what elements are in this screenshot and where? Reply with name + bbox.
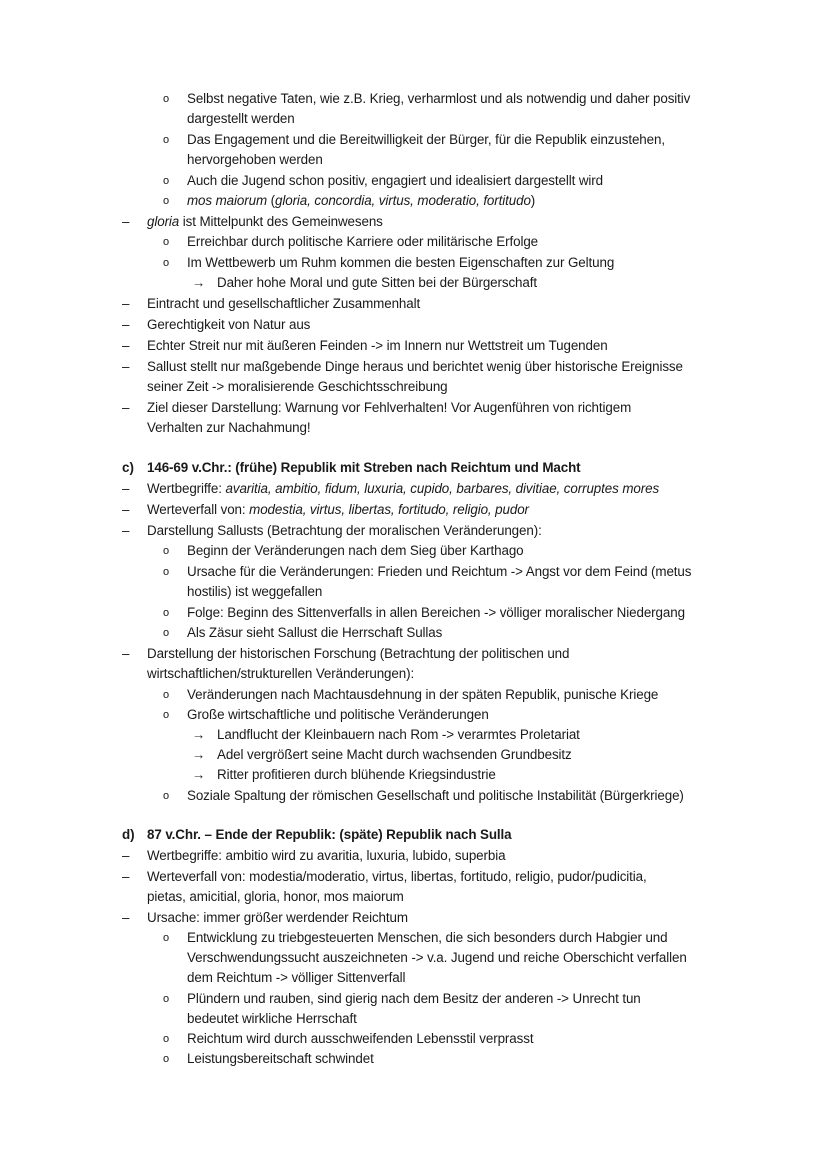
sub-bullet-circle: o <box>163 1033 170 1045</box>
text-line: Daher hohe Moral und gute Sitten bei der Bürgerschaft <box>217 275 537 290</box>
text-line: Auch die Jugend schon positiv, engagiert und idealisiert dargestellt wird <box>187 173 603 188</box>
sub-bullet-circle: o <box>163 236 170 248</box>
text-line: Darstellung Sallusts (Betrachtung der moralischen Veränderungen): <box>147 523 542 538</box>
text-line: Ursache: immer größer werdender Reichtum <box>147 910 408 925</box>
text-segment: Werteverfall von: <box>147 502 250 517</box>
text-line: Reichtum wird durch ausschweifenden Lebensstil verprasst <box>187 1031 534 1046</box>
text-segment: ( <box>267 193 275 208</box>
text-line: bedeutet wirkliche Herrschaft <box>187 1011 357 1026</box>
text-line: Erreichbar durch politische Karriere oder militärische Erfolge <box>187 234 539 249</box>
section-heading: 87 v.Chr. – Ende der Republik: (späte) Republik nach Sulla <box>147 827 512 842</box>
text-line: Große wirtschaftliche und politische Veränderungen <box>187 707 489 722</box>
text-line: Folge: Beginn des Sittenverfalls in allen Bereichen -> völliger moralischer Niedergang <box>187 605 685 620</box>
text-line: Plündern und rauben, sind gierig nach dem Besitz der anderen -> Unrecht tun <box>187 991 641 1006</box>
sub-bullet-circle: o <box>163 993 170 1005</box>
dash-bullet: – <box>122 317 130 332</box>
sub-bullet-circle: o <box>163 195 170 207</box>
dash-bullet: – <box>122 296 130 311</box>
sub-bullet-circle: o <box>163 790 170 802</box>
text-line: pietas, amicitial, gloria, honor, mos maiorum <box>147 889 404 904</box>
dash-bullet: – <box>122 214 130 229</box>
text-line: Im Wettbewerb um Ruhm kommen die besten Eigenschaften zur Geltung <box>187 255 615 270</box>
italic-term: mos maiorum <box>187 193 268 208</box>
text-line: seiner Zeit -> moralisierende Geschichtsschreibung <box>147 379 448 394</box>
text-line: Darstellung der historischen Forschung (Betrachtung der politischen und <box>147 646 570 661</box>
sub-bullet-circle: o <box>163 932 170 944</box>
text-segment: ) <box>530 193 536 208</box>
text-line: dargestellt werden <box>187 111 295 126</box>
text-line: wirtschaftlichen/strukturellen Veränderungen): <box>147 666 415 681</box>
text-line: Adel vergrößert seine Macht durch wachsenden Grundbesitz <box>217 747 572 762</box>
text-line: Eintracht und gesellschaftlicher Zusammenhalt <box>147 296 421 311</box>
dash-bullet: – <box>122 502 130 517</box>
text-segment: ist Mittelpunkt des Gemeinwesens <box>179 214 383 229</box>
text-line: Das Engagement und die Bereitwilligkeit der Bürger, für die Republik einzustehen, <box>187 132 665 147</box>
dash-bullet: – <box>122 848 130 863</box>
arrow-bullet: → <box>192 767 206 782</box>
text-line: Veränderungen nach Machtausdehnung in der späten Republik, punische Kriege <box>187 687 659 702</box>
text-line: dem Reichtum -> völliger Sittenverfall <box>187 970 406 985</box>
text-segment: Wertbegriffe: <box>147 481 226 496</box>
text-line <box>147 479 659 499</box>
italic-term: avaritia, ambitio, fidum, luxuria, cupido, barbares, divitiae, corruptes mores <box>225 481 660 496</box>
text-line: Soziale Spaltung der römischen Gesellschaft und politische Instabilität (Bürgerkriege) <box>187 788 684 803</box>
text-line <box>187 191 535 211</box>
sub-bullet-circle: o <box>163 566 170 578</box>
arrow-bullet: → <box>192 275 206 290</box>
text-line: Gerechtigkeit von Natur aus <box>147 317 311 332</box>
italic-term: gloria, concordia, virtus, moderatio, fortitudo <box>275 193 531 208</box>
text-line: Sallust stellt nur maßgebende Dinge heraus und berichtet wenig über historische Ereignisse <box>147 359 683 374</box>
arrow-bullet: → <box>192 727 206 742</box>
sub-bullet-circle: o <box>163 134 170 146</box>
sub-bullet-circle: o <box>163 607 170 619</box>
text-line: Als Zäsur sieht Sallust die Herrschaft Sullas <box>187 625 443 640</box>
sub-bullet-circle: o <box>163 93 170 105</box>
text-line: Echter Streit nur mit äußeren Feinden -> im Innern nur Wettstreit um Tugenden <box>147 338 608 353</box>
dash-bullet: – <box>122 400 130 415</box>
dash-bullet: – <box>122 869 130 884</box>
dash-bullet: – <box>122 359 130 374</box>
text-line: Beginn der Veränderungen nach dem Sieg über Karthago <box>187 543 524 558</box>
sub-bullet-circle: o <box>163 175 170 187</box>
dash-bullet: – <box>122 523 130 538</box>
dash-bullet: – <box>122 910 130 925</box>
dash-bullet: – <box>122 646 130 661</box>
section-label: d) <box>122 827 135 842</box>
text-line: Werteverfall von: modestia/moderatio, virtus, libertas, fortitudo, religio, pudor/pudicitia, <box>147 869 647 884</box>
text-line: hervorgehoben werden <box>187 152 323 167</box>
text-line: Leistungsbereitschaft schwindet <box>187 1051 374 1066</box>
text-line: Verhalten zur Nachahmung! <box>147 420 311 435</box>
text-line: Landflucht der Kleinbauern nach Rom -> verarmtes Proletariat <box>217 727 580 742</box>
sub-bullet-circle: o <box>163 689 170 701</box>
text-line: hostilis) ist weggefallen <box>187 584 323 599</box>
italic-term: gloria <box>147 214 180 229</box>
text-line: Selbst negative Taten, wie z.B. Krieg, verharmlost und als notwendig und daher positiv <box>187 91 691 106</box>
sub-bullet-circle: o <box>163 1053 170 1065</box>
sub-bullet-circle: o <box>163 257 170 269</box>
italic-term: modestia, virtus, libertas, fortitudo, religio, pudor <box>249 502 529 517</box>
dash-bullet: – <box>122 338 130 353</box>
sub-bullet-circle: o <box>163 627 170 639</box>
text-line: Entwicklung zu triebgesteuerten Menschen, die sich besonders durch Habgier und <box>187 930 668 945</box>
text-line <box>147 500 529 520</box>
text-line: Ritter profitieren durch blühende Kriegsindustrie <box>217 767 496 782</box>
text-line: Verschwendungssucht auszeichneten -> v.a. Jugend und reiche Oberschicht verfallen <box>187 950 687 965</box>
text-line: Wertbegriffe: ambitio wird zu avaritia, luxuria, lubido, superbia <box>147 848 506 863</box>
dash-bullet: – <box>122 481 130 496</box>
text-line: Ziel dieser Darstellung: Warnung vor Fehlverhalten! Vor Augenführen von richtigem <box>147 400 632 415</box>
text-line: Ursache für die Veränderungen: Frieden und Reichtum -> Angst vor dem Feind (metus <box>187 564 692 579</box>
section-label: c) <box>122 460 134 475</box>
arrow-bullet: → <box>192 747 206 762</box>
text-line <box>147 212 383 232</box>
sub-bullet-circle: o <box>163 709 170 721</box>
sub-bullet-circle: o <box>163 545 170 557</box>
section-heading: 146-69 v.Chr.: (frühe) Republik mit Streben nach Reichtum und Macht <box>147 460 581 475</box>
